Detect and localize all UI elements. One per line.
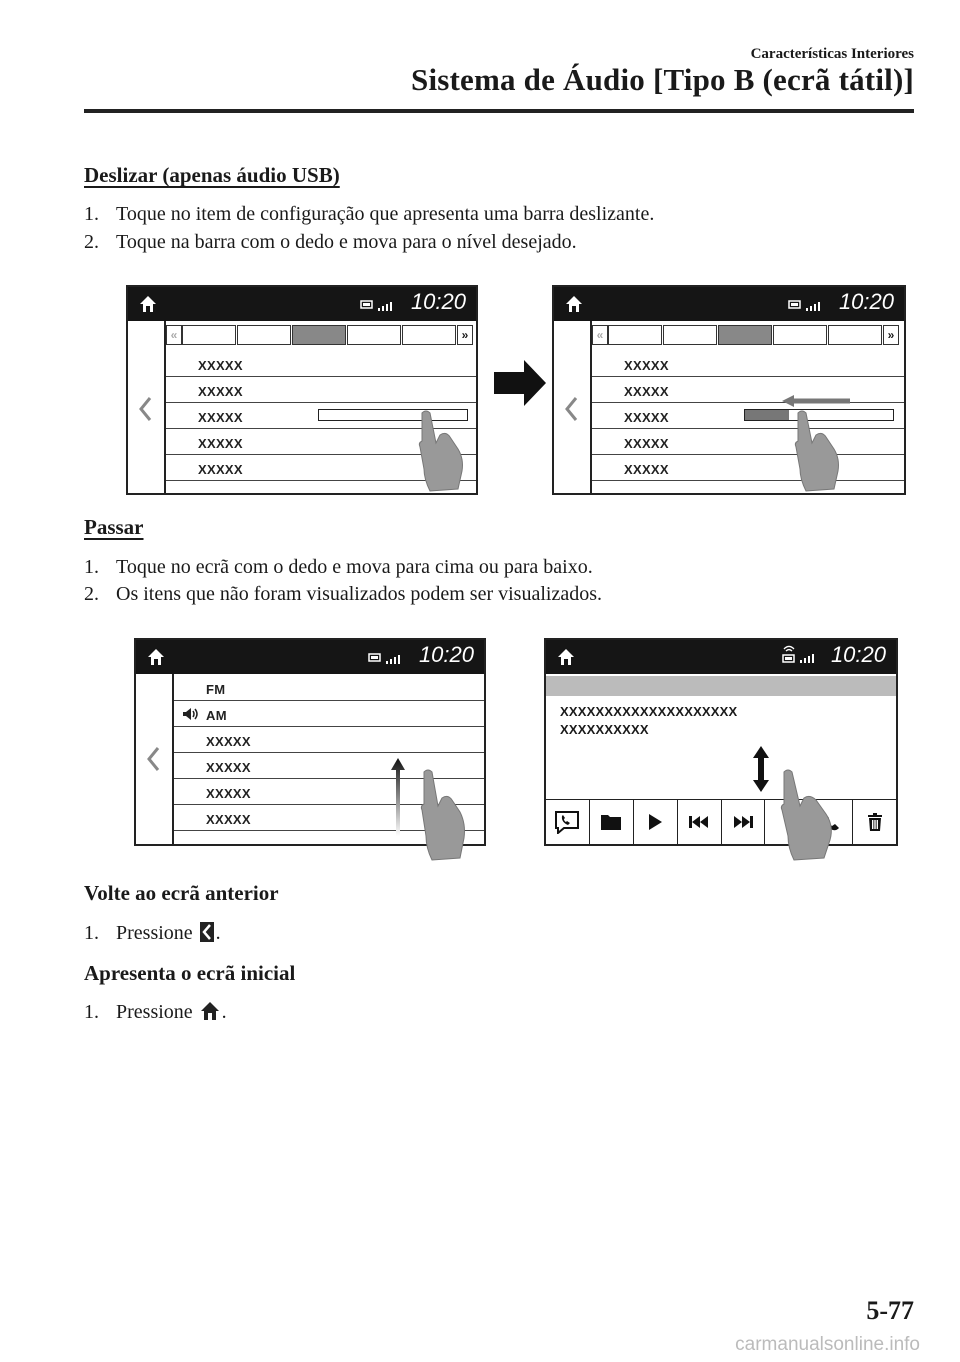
back-chevron-icon[interactable] [138,396,152,422]
page-number: 5-77 [866,1296,914,1325]
radio-list-screen [134,638,486,846]
tab-3[interactable] [292,325,346,345]
slide-section-title: Deslizar (apenas áudio USB) [84,163,340,187]
settings-screen-after [552,285,906,495]
arrow-up-icon [390,758,406,836]
finger-pointer-icon [414,409,466,493]
finger-pointer-icon [416,768,468,862]
previous-button[interactable] [678,800,722,844]
swipe-section-title: Passar [84,515,144,539]
list-item[interactable]: XXXXX [174,754,484,779]
list-item[interactable]: XXXXX [166,456,476,481]
back-section-title: Volte ao ecrã anterior [84,881,279,905]
header-rule [84,109,914,113]
back-panel[interactable] [128,321,166,493]
back-panel[interactable] [136,674,174,844]
folder-button[interactable] [590,800,634,844]
tab-prev-button[interactable]: « [166,325,182,345]
home-icon [200,1001,220,1021]
status-bar [546,640,896,674]
list-item[interactable]: XXXXX [166,378,476,403]
tab-next-button[interactable]: » [883,325,899,345]
folder-icon [600,813,622,831]
home-icon[interactable] [138,294,158,314]
tab-strip [166,325,473,345]
list-item[interactable]: XXXXX [166,430,476,455]
call-log-button[interactable] [546,800,590,844]
play-icon [647,813,663,831]
call-log-icon [554,810,580,834]
trash-icon [867,812,883,832]
status-bar [136,640,484,674]
message-header-bar [546,676,896,696]
clock-display: 10:20 [418,642,474,667]
arrow-right-icon [492,358,548,408]
tab-5[interactable] [402,325,456,345]
list-item[interactable]: XXXXX [592,456,904,481]
tab-2[interactable] [663,325,717,345]
list-item[interactable]: XXXXX [592,430,904,455]
tab-4[interactable] [347,325,401,345]
list-item[interactable]: XXXXX [174,780,484,805]
arrow-left-icon [780,394,852,408]
back-chevron-icon[interactable] [146,746,160,772]
tab-next-button[interactable]: » [457,325,473,345]
clock-display: 10:20 [410,289,466,314]
back-chevron-icon [200,922,214,942]
tab-1[interactable] [182,325,236,345]
battery-signal-icon [360,298,394,312]
tab-4[interactable] [773,325,827,345]
delete-button[interactable] [853,800,896,844]
list-item-am[interactable]: AM [174,702,484,727]
message-line-2: XXXXXXXXXX [560,722,649,737]
swipe-step-1: 1. Toque no ecrã com o dedo e mova para cima ou para baixo. [84,556,593,578]
back-step-1: 1. Pressione . [84,922,221,944]
arrow-up-down-icon [752,746,770,792]
slider-fill [745,410,789,420]
control-bar [546,799,896,844]
status-bar [128,287,476,321]
finger-pointer-icon [776,768,838,862]
back-chevron-icon[interactable] [564,396,578,422]
settings-screen-before [126,285,478,495]
message-screen [544,638,898,846]
previous-icon [688,815,710,829]
finger-pointer-icon [790,409,842,493]
list-item[interactable]: XXXXX [592,378,904,403]
status-bar [554,287,904,321]
tab-5[interactable] [828,325,882,345]
list-item-fm[interactable]: FM [174,676,484,701]
page-title: Sistema de Áudio [Tipo B (ecrã tátil)] [411,62,914,97]
home-icon[interactable] [146,647,166,667]
swipe-step-2: 2. Os itens que não foram visualizados podem ser visualizados. [84,583,602,605]
clock-display: 10:20 [830,642,886,667]
chapter-label: Características Interiores [750,46,914,62]
watermark-text: carmanualsonline.info [735,1334,920,1355]
message-line-1: XXXXXXXXXXXXXXXXXXXX [560,704,738,719]
tab-1[interactable] [608,325,662,345]
battery-signal-icon [368,651,402,665]
battery-signal-icon [788,298,822,312]
list-item[interactable]: XXXXX [174,728,484,753]
clock-display: 10:20 [838,289,894,314]
list-item[interactable]: XXXXX [166,352,476,377]
list-item[interactable]: XXXXX [174,806,484,831]
home-step-1: 1. Pressione . [84,1001,227,1023]
speaker-icon [182,707,200,721]
tab-3[interactable] [718,325,772,345]
list-item[interactable]: XXXXX [592,352,904,377]
home-icon[interactable] [556,647,576,667]
next-icon [732,815,754,829]
back-panel[interactable] [554,321,592,493]
slide-step-2: 2. Toque na barra com o dedo e mova para o nível desejado. [84,231,577,253]
home-section-title: Apresenta o ecrã inicial [84,961,296,985]
slide-step-1: 1. Toque no item de configuração que apresenta uma barra deslizante. [84,203,655,225]
tab-prev-button[interactable]: « [592,325,608,345]
list-item[interactable]: XXXXX [592,404,904,429]
wifi-battery-signal-icon [782,644,816,666]
list-item[interactable]: XXXXX [166,404,476,429]
tab-strip [592,325,899,345]
home-icon[interactable] [564,294,584,314]
tab-2[interactable] [237,325,291,345]
play-button[interactable] [634,800,678,844]
next-button[interactable] [722,800,766,844]
